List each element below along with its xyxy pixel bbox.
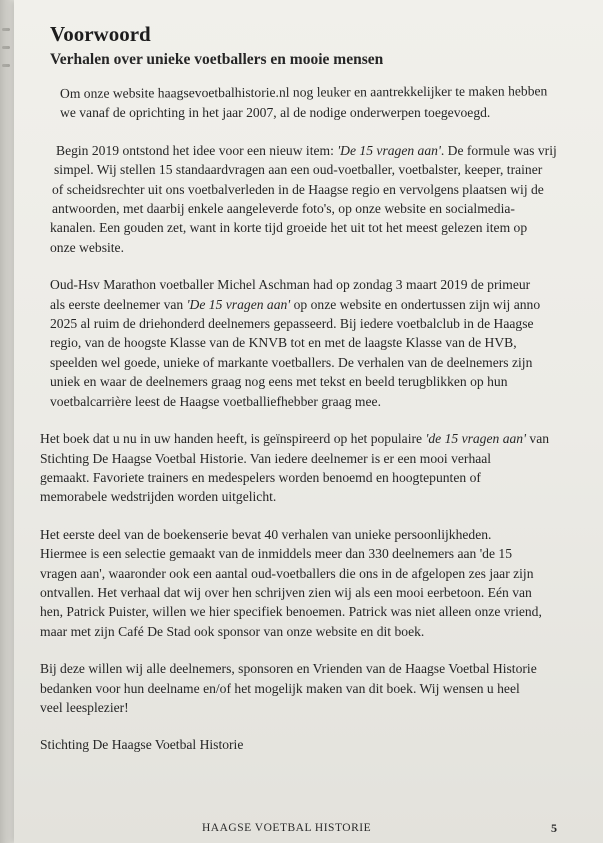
book-page xyxy=(14,0,603,843)
text-line: Om onze website haagsevoetbalhistorie.nl nog leuker en aantrekkelijker te maken hebben xyxy=(59,83,548,101)
text-line: Hiermee is een selectie gemaakt van de inmiddels meer dan 330 deelnemers aan 'de 15 xyxy=(40,546,512,562)
footer-book-title: HAAGSE VOETBAL HISTORIE xyxy=(202,822,372,834)
text-line: speelden wel goede, unieke of markante voetballers. De verhalen van de deelnemers zijn xyxy=(50,354,533,370)
text-line: onze website. xyxy=(50,239,124,255)
paragraph-series xyxy=(40,525,586,641)
text-line: bedanken voor hun deelname en/of het mogelijk maken van dit boek. Wij wensen u heel xyxy=(40,680,520,696)
text-line: gemaakt. Favoriete trainers en medespelers worden benoemd en hoogtepunten of xyxy=(40,469,481,485)
binding-mark xyxy=(2,28,10,31)
book-binding xyxy=(0,0,14,843)
text-line: als eerste deelnemer van 'De 15 vragen aan' op onze website en ondertussen zijn wij anno xyxy=(50,296,541,312)
text-line: Stichting De Haagse Voetbal Historie. Van iedere deelnemer is er een mooi verhaal xyxy=(40,450,492,466)
text-line: vragen aan', waaronder ook een aantal oud-voetballers die ons in de afgelopen zes jaar zijn xyxy=(40,565,534,581)
text-line: we vanaf de oprichting in het jaar 2007, al de nodige onderwerpen toegevoegd. xyxy=(60,105,491,121)
binding-mark xyxy=(2,46,10,49)
page-title: Voorwoord xyxy=(50,22,151,46)
text-line: simpel. Wij stellen 15 standaardvragen aan een oud-voetballer, voetbalster, keeper, trainer xyxy=(54,162,543,178)
emphasis: 'De 15 vragen aan' xyxy=(337,142,441,158)
text-line: regio, van de hoogste Klasse van de KNVB tot en met de laagste Klasse van de HVB, xyxy=(50,335,517,351)
page-body xyxy=(40,84,586,773)
text-line: 2025 al ruim de driehonderd deelnemers gepasseerd. Bij iedere voetbalclub in de Haagse xyxy=(50,316,534,332)
page-number: 5 xyxy=(551,821,557,835)
emphasis: 'de 15 vragen aan' xyxy=(425,431,527,447)
page-subtitle: Verhalen over unieke voetballers en mooie mensen xyxy=(50,51,384,68)
emphasis: 'De 15 vragen aan' xyxy=(186,296,291,312)
text-line: ontvallen. Het verhaal dat wij over hen schrijven zien wij als een mooi eerbetoon. Eén van xyxy=(40,584,532,600)
text-line: voetbalcarrière leest de Haagse voetballiefhebber graag mee. xyxy=(50,393,381,409)
text-line: Bij deze willen wij alle deelnemers, sponsoren en Vrienden van de Haagse Voetbal Historie xyxy=(40,661,537,677)
text-line: of scheidsrechter uit ons voetbalverleden in de Haagse regio en vervolgens plaatsen wij de xyxy=(52,181,544,197)
text-line: Het boek dat u nu in uw handen heeft, is geïnspireerd op het populaire 'de 15 vragen aan' van xyxy=(40,431,550,447)
text-line: Begin 2019 ontstond het idee voor een nieuw item: 'De 15 vragen aan'. De formule was vrij xyxy=(56,142,557,158)
signature: Stichting De Haagse Voetbal Historie xyxy=(40,737,244,753)
paragraph-origin xyxy=(40,141,586,257)
text-line: memorabele wedstrijden worden uitgelicht. xyxy=(40,489,277,505)
text-line: hen, Patrick Puister, willen we hier specifiek benoemen. Patrick was niet alleen onze vriend, xyxy=(40,604,542,620)
text-line: Oud-Hsv Marathon voetballer Michel Aschman had op zondag 3 maart 2019 de primeur xyxy=(50,277,531,293)
text-line: antwoorden, met daarbij enkele aangeleverde foto's, op onze website en socialmedia- xyxy=(52,201,515,217)
text-line: veel leesplezier! xyxy=(40,699,129,715)
paragraph-book xyxy=(40,429,586,507)
paragraph-intro xyxy=(40,84,586,123)
text-line: maar met zijn Café De Stad ook sponsor van onze website en dit boek. xyxy=(40,623,425,639)
paragraph-thanks xyxy=(40,659,586,717)
text-line: kanalen. Een gouden zet, want in korte tijd groeide het uit tot het meest gelezen item op xyxy=(50,220,528,236)
text-line: Het eerste deel van de boekenserie bevat 40 verhalen van unieke persoonlijkheden. xyxy=(40,526,492,542)
binding-mark xyxy=(2,64,10,67)
text-line: uniek en waar de deelnemers graag nog eens met tekst en beeld terugblikken op hun xyxy=(50,374,508,390)
paragraph-history xyxy=(40,275,586,411)
